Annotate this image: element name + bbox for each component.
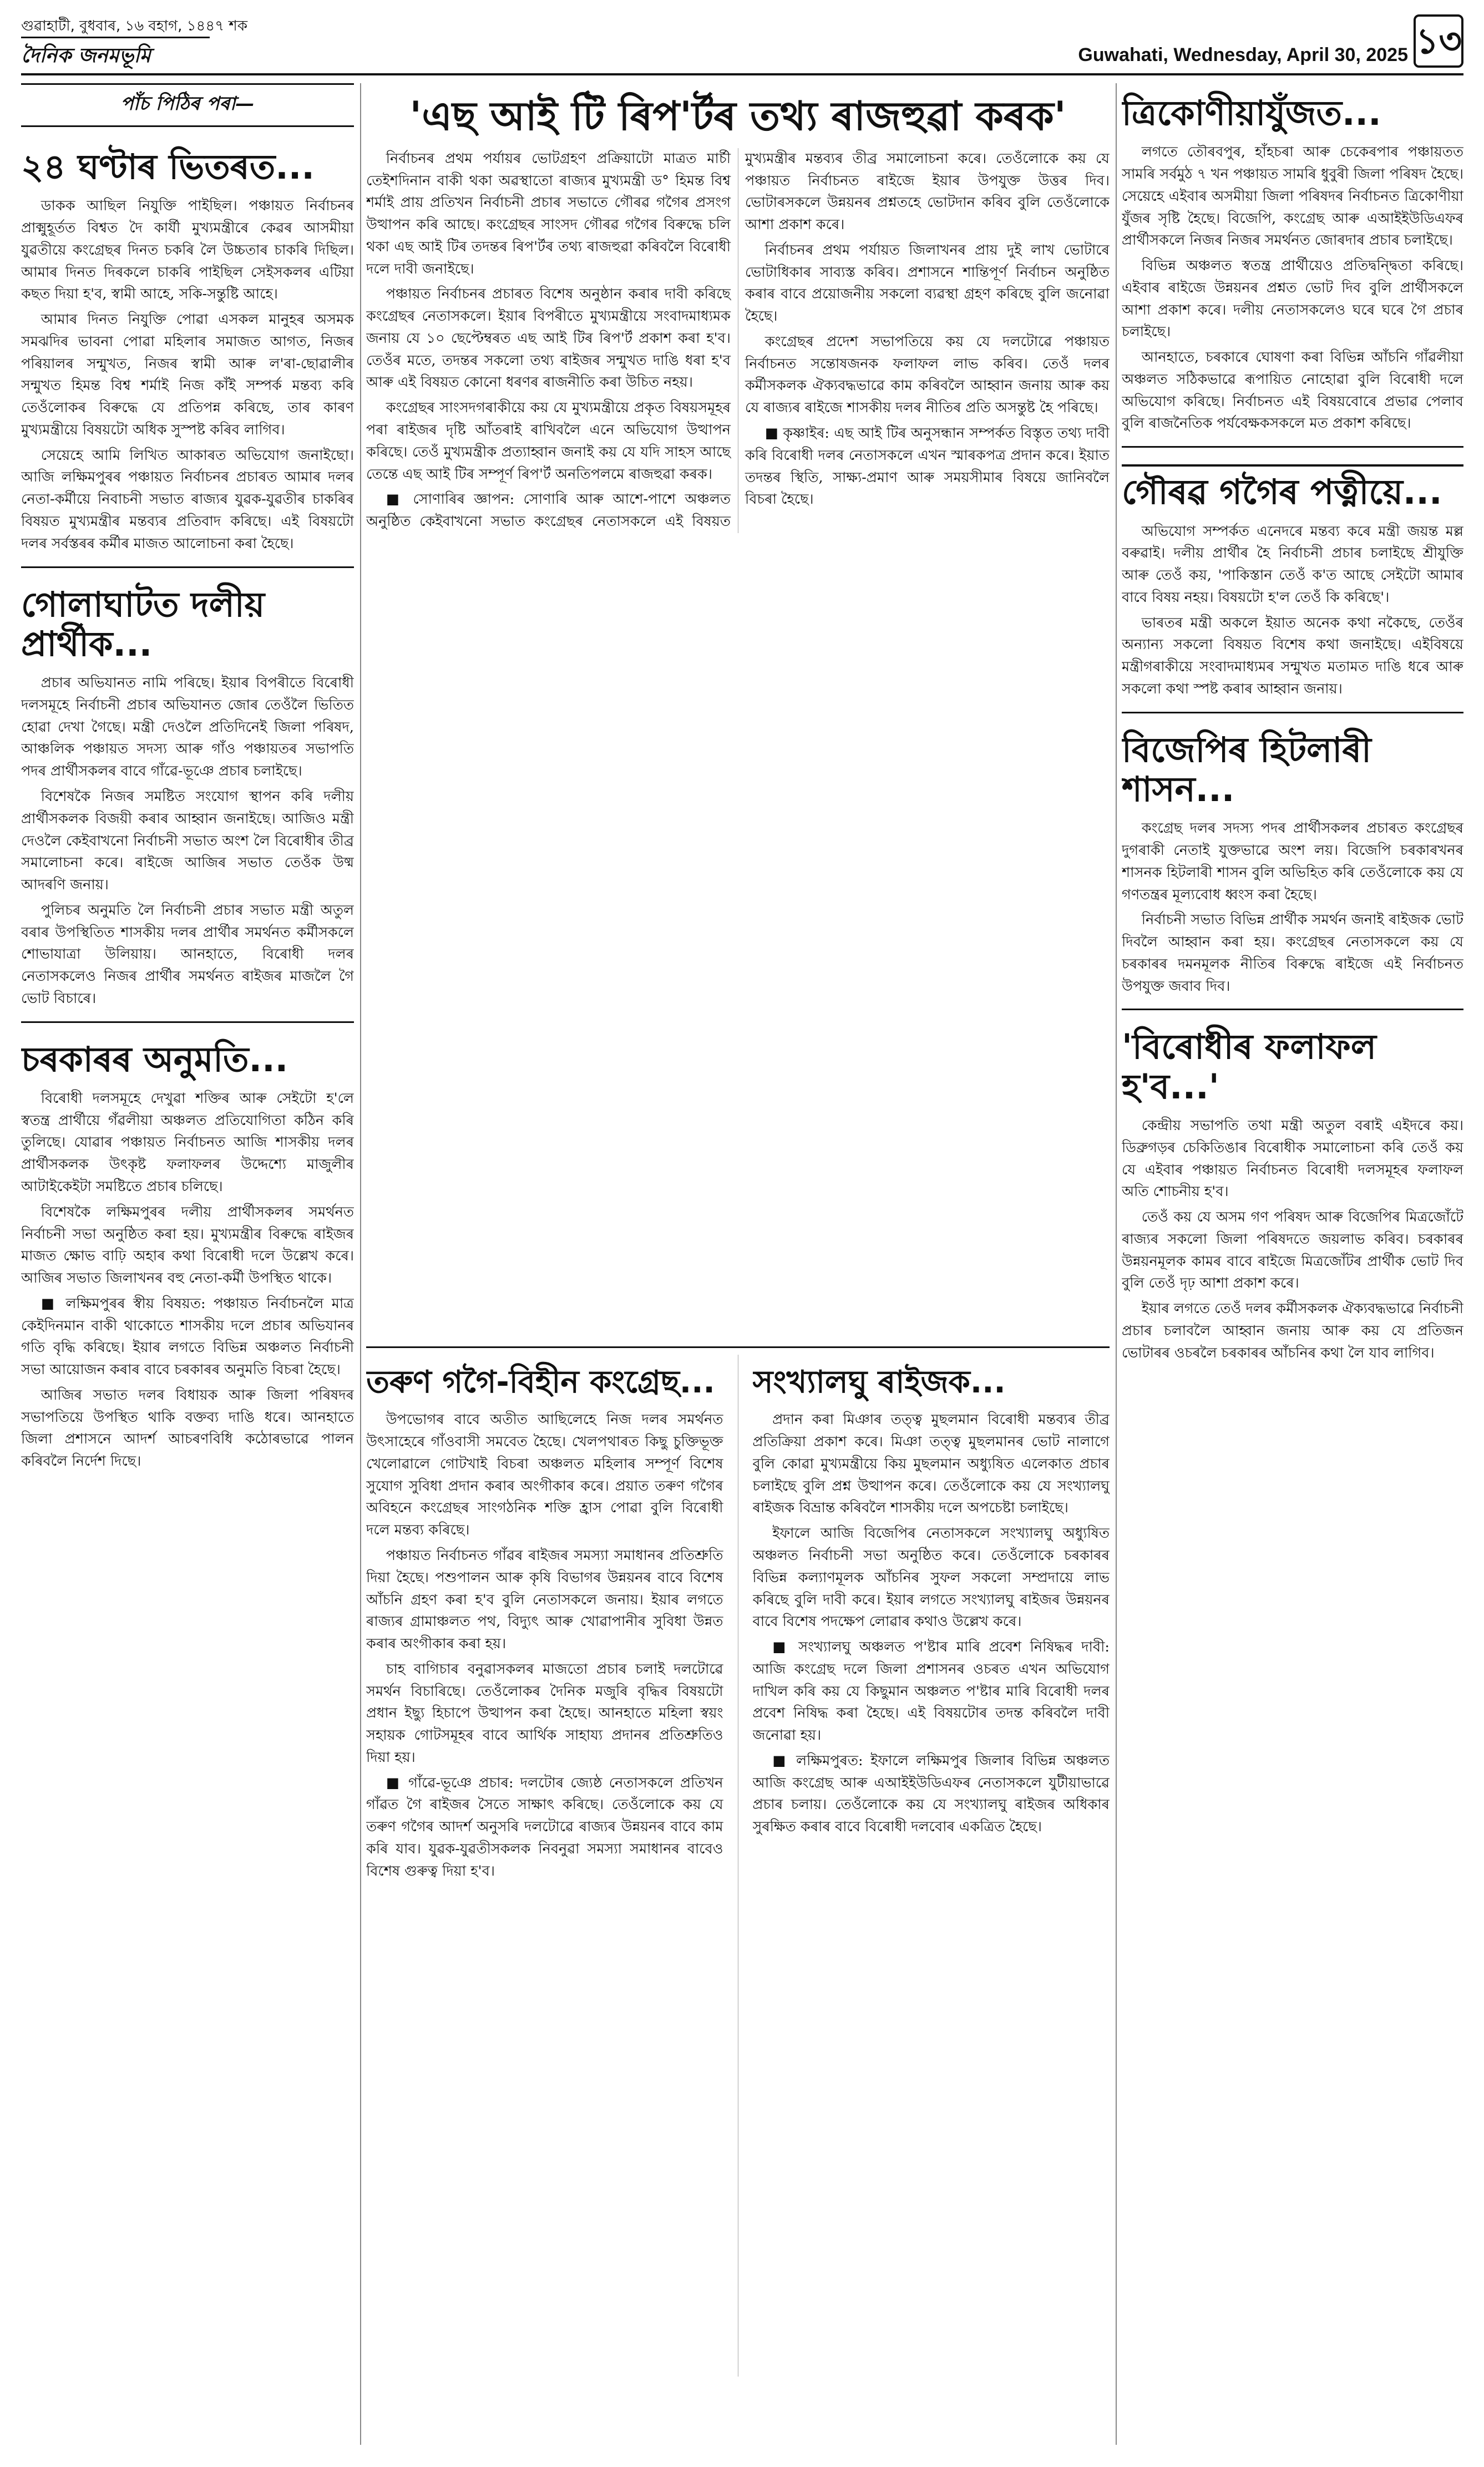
newspaper-brand: দৈনিক জনমভূমি — [21, 37, 210, 74]
paragraph: ■ গাঁৱে-ভূঞে প্ৰচাৰ: দলটোৰ জ্যেষ্ঠ নেতাসকলে প্ৰতিখন গাঁৱত গৈ ৰাইজৰ সৈতে সাক্ষাৎ কৰিছে। তেওঁলোকে কয় যে তৰুণ গগৈৰ আদৰ্শ অনুসৰি দলটোৱে ৰাজ্যৰ উন্নয়নৰ বাবে কাম কৰি যাব। যুৱক-যুৱতীসকলক নিবনুৱা সমস্যা সমাধানৰ বাবেও বিশেষ গুৰুত্ব দিয়া হ'ব। — [366, 1774, 723, 1880]
paragraph: তেওঁ কয় যে অসম গণ পৰিষদ আৰু বিজেপিৰ মিত্ৰজোঁটে ৰাজ্যৰ সকলো জিলা পৰিষদতে জয়লাভ কৰিব। চৰকাৰৰ উন্নয়নমূলক কামৰ বাবে ৰাইজে মিত্ৰজোঁটৰ প্ৰাৰ্থীক ভোট দিব বুলি তেওঁ দৃঢ় আশা প্ৰকাশ কৰে। — [1122, 1209, 1463, 1292]
story-trikoniya — [1122, 83, 1463, 448]
paragraph: ■ লক্ষিমপুৰত: ইফালে লক্ষিমপুৰ জিলাৰ বিভিন্ন অঞ্চলত আজি কংগ্ৰেছ আৰু এআইইউডিএফৰ নেতাসকলে যুটীয়াভাৱে প্ৰচাৰ চলায়। তেওঁলোকে কয় যে সংখ্যালঘু ৰাইজৰ অধিকাৰ সুৰক্ষিত কৰাৰ বাবে বিৰোধী দলবোৰ একত্ৰিত হৈছে। — [752, 1752, 1110, 1836]
right-column — [1122, 83, 1463, 2445]
story-body — [21, 195, 354, 555]
column-divider — [1116, 83, 1117, 2445]
paragraph: ■ লক্ষিমপুৰৰ স্বীয় বিষয়ত: পঞ্চায়ত নিৰ্বাচনলৈ মাত্ৰ কেইদিনমান বাকী থাকোতে শাসকীয় দলে প্ৰচাৰ অভিযানৰ গতি বৃদ্ধি কৰিছে। ইয়াৰ লগতে বিভিন্ন অঞ্চলত নিৰ্বাচনী সভা আয়োজন কৰাৰ বাবে চৰকাৰৰ অনুমতি বিচৰা হৈছে। — [21, 1295, 354, 1379]
story-body — [366, 148, 1110, 533]
story-gaurav-gogoi-wife — [1122, 454, 1463, 713]
paragraph: উপভোগৰ বাবে অতীত আছিলেহে নিজ দলৰ সমৰ্থনত উৎসাহেৰে গাঁওবাসী সমবেত হৈছে। খেলপথাৰত কিছু চুক্তিভূক্ত খেলোৱালে গোটখাই বিচৰা অঞ্চলত মহিলাৰ সম্পূৰ্ণ বিশেষ সুযোগ সুবিধা প্ৰদান কৰাৰ অংগীকাৰ কৰে। প্ৰয়াত তৰুণ গগৈৰ অবিহনে কংগ্ৰেছৰ সাংগঠনিক শক্তি হ্ৰাস পোৱা বুলি বিৰোধী দলে মন্তব্য কৰিছে। — [366, 1411, 723, 1539]
story-headline: 'এছ আই টি ৰিপ'ৰ্টৰ তথ্য ৰাজহুৱা কৰক' — [409, 93, 1066, 139]
paragraph: অভিযোগ সম্পৰ্কত এনেদৰে মন্তব্য কৰে মন্ত্ৰী জয়ন্ত মল্ল বৰুৱাই। দলীয় প্ৰাৰ্থীৰ হৈ নিৰ্বাচনী প্ৰচাৰ চলাইছে শ্ৰীযুক্তি আৰু তেওঁ কয়, 'পাকিস্তান তেওঁ ক'ত আছে সেইটো আমাৰ বাবে বিষয় নহয়। বিষয়টো হ'ল তেওঁ কি কৰিছে'। — [1122, 523, 1463, 606]
paragraph: বিৰোধী দলসমূহে দেখুৱা শক্তিৰ আৰু সেইটো হ'লে স্বতন্ত্ৰ প্ৰাৰ্থীয়ে গঁৱলীয়া অঞ্চলত প্ৰতিযোগিতা কঠিন কৰি তুলিছে। যোৱাৰ পঞ্চায়ত নিৰ্বাচনত আজি শাসকীয় দলৰ প্ৰাৰ্থীসকলক উৎকৃষ্ট ফলাফলৰ উদ্দেশ্যে মাজুলীৰ আটাইকেইটা সমষ্টিতে প্ৰচাৰ চলিছে। — [21, 1090, 354, 1195]
story-headline: ত্ৰিকোণীয়াযুঁজত... — [1122, 93, 1381, 133]
paragraph: কংগ্ৰেছৰ প্ৰদেশ সভাপতিয়ে কয় যে দলটোৱে পঞ্চায়ত নিৰ্বাচনত সন্তোষজনক ফলাফল লাভ কৰিব। তেওঁ দলৰ কৰ্মীসকলক ঐক্যবদ্ধভাৱে কাম কৰিবলৈ আহ্বান জনায় আৰু কয় যে ৰাজ্যৰ ৰাইজে শাসকীয় দলৰ নীতিৰ প্ৰতি অসন্তুষ্ট হৈ পৰিছে। — [745, 333, 1110, 417]
page-number: ১৩ — [1414, 14, 1463, 68]
story-headline: ২৪ ঘণ্টাৰ ভিতৰত... — [21, 146, 315, 187]
paragraph: কংগ্ৰেছ দলৰ সদস্য পদৰ প্ৰাৰ্থীসকলৰ প্ৰচাৰত কংগ্ৰেছৰ দুগৰাকী নেতাই যুক্তভাৱে অংশ লয়। বিজেপি চৰকাৰখনৰ শাসনক হিটলাৰী শাসন বুলি অভিহিত কৰি তেওঁলোকে কয় যে গণতন্ত্ৰৰ মূল্যবোধ ধ্বংস কৰা হৈছে। — [1122, 820, 1463, 903]
paragraph: নিৰ্বাচনৰ প্ৰথম পৰ্যায়ৰ ভোটগ্ৰহণ প্ৰক্ৰিয়াটো মাত্ৰত মাৰ্চী তেইশদিনান বাকী থকা অৱস্থাতো ৰাজ্যৰ মুখ্যমন্ত্ৰী ড° হিমন্ত বিশ্ব শৰ্মাই প্ৰায় প্ৰতিখন নিৰ্বাচনী প্ৰচাৰ সভাতে গৌৰৱ গগৈৰ প্ৰসংগ উত্থাপন কৰি আছে। কংগ্ৰেছৰ সাংসদ গৌৰৱ গগৈৰ বিৰুদ্ধে চলি থকা এছ আই টিৰ তদন্তৰ ৰিপ'ৰ্টৰ তথ্য ৰাজহুৱা কৰিবলৈ বিৰোধী দলে দাবী জনাইছে। — [366, 150, 731, 277]
paragraph: পঞ্চায়ত নিৰ্বাচনৰ প্ৰচাৰত বিশেষ অনুষ্ঠান কৰাৰ দাবী কৰিছে কংগ্ৰেছৰ নেতাসকলে। ইয়াৰ বিপৰীতে মুখ্যমন্ত্ৰীয়ে সংবাদমাধ্যমক জনায় যে ১০ ছেপ্টেম্বৰত এছ আই টিৰ ৰিপ'ৰ্ট প্ৰকাশ কৰা হ'ব। তেওঁৰ মতে, তদন্তৰ সকলো তথ্য ৰাইজৰ সন্মুখত দাঙি ধৰা হ'ব আৰু এই বিষয়ত কোনো ধৰণৰ ৰাজনীতি কৰা উচিত নহয়। — [366, 286, 731, 391]
paragraph: ইফালে আজি বিজেপিৰ নেতাসকলে সংখ্যালঘু অধ্যুষিত অঞ্চলত নিৰ্বাচনী সভা অনুষ্ঠিত কৰে। তেওঁলোকে চৰকাৰৰ বিভিন্ন কল্যাণমূলক আঁচনিৰ সুফল সকলো সম্প্ৰদায়ে লাভ কৰিছে বুলি দাবী কৰে। ইয়াৰ লগতে সংখ্যালঘু ৰাইজৰ উন্নয়নৰ বাবে বিশেষ পদক্ষেপ লোৱাৰ কথাও উল্লেখ কৰে। — [752, 1525, 1110, 1630]
paragraph: ইয়াৰ লগতে তেওঁ দলৰ কৰ্মীসকলক ঐক্যবদ্ধভাৱে নিৰ্বাচনী প্ৰচাৰ চলাবলৈ আহ্বান জনায় আৰু কয় যে প্ৰতিজন ভোটাৰৰ ওচৰলৈ চৰকাৰৰ আঁচনিৰ কথা লৈ যাব লাগিব। — [1122, 1300, 1463, 1361]
paragraph: সেয়েহে আমি লিখিত আকাৰত অভিযোগ জনাইছো। আজি লক্ষিমপুৰৰ পঞ্চায়ত নিৰ্বাচনৰ প্ৰচাৰত আমাৰ দলৰ নেতা-কৰ্মীয়ে নিবাচনী সভাত ৰাজ্যৰ যুৱক-যুৱতীৰ চাকৰিৰ বিষয়ত মুখ্যমন্ত্ৰীৰ মন্তব্যৰ প্ৰতিবাদ কৰিছে। এই বিষয়টো দলৰ সৰ্বস্তৰৰ কৰ্মীৰ মাজত আলোচনা কৰা হৈছে। — [21, 447, 354, 552]
story-headline: তৰুণ গগৈ-বিহীন কংগ্ৰেছ... — [366, 1364, 715, 1400]
paragraph: পঞ্চায়ত নিৰ্বাচনত গাঁৱৰ ৰাইজৰ সমস্যা সমাধানৰ প্ৰতিশ্ৰুতি দিয়া হৈছে। পশুপালন আৰু কৃষি বিভাগৰ উন্নয়নৰ বাবে বিশেষ আঁচনি গ্ৰহণ কৰা হ'ব বুলি নেতাসকলে জনায়। ইয়াৰ লগতে ৰাজ্যৰ গ্ৰামাঞ্চলত পথ, বিদ্যুৎ আৰু খোৱাপানীৰ সুবিধা উন্নত কৰাৰ অংগীকাৰ কৰা হয়। — [366, 1547, 723, 1653]
story-golaghat — [21, 575, 354, 1023]
story-body — [1122, 521, 1463, 701]
paragraph: নিৰ্বাচনৰ প্ৰথম পৰ্যায়ত জিলাখনৰ প্ৰায় দুই লাখ ভোটাৰে ভোটাধিকাৰ সাব্যস্ত কৰিব। প্ৰশাসনে শান্তিপূৰ্ণ নিৰ্বাচন অনুষ্ঠিত কৰাৰ বাবে প্ৰয়োজনীয় সকলো ব্যৱস্থা গ্ৰহণ কৰিছে বুলি জনোৱা হৈছে। — [745, 241, 1110, 325]
paragraph: কেন্দ্ৰীয় সভাপতি তথা মন্ত্ৰী অতুল বৰাই এইদৰে কয়। ডিব্ৰুগড়ৰ চেকিতিঙাৰ বিৰোধীক সমালোচনা কৰি তেওঁ কয় যে এইবাৰ পঞ্চায়ত নিৰ্বাচনত বিৰোধী দলসমূহৰ ফলাফল অতি শোচনীয় হ'ব। — [1122, 1117, 1463, 1200]
middle-column — [366, 83, 1110, 2445]
story-headline: চৰকাৰৰ অনুমতি... — [21, 1039, 288, 1080]
paragraph: ■ কৃষ্ণাইৰ: এছ আই টিৰ অনুসন্ধান সম্পৰ্কত বিস্তৃত তথ্য দাবী কৰি বিৰোধী দলৰ নেতাসকলে এখন স্মাৰকপত্ৰ প্ৰদান কৰে। ইয়াত তদন্তৰ স্থিতি, সাক্ষ্য-প্ৰমাণ আৰু সময়সীমাৰ বিষয়ে জানিবলৈ বিচৰা হৈছে। — [745, 424, 1110, 508]
section-label: পাঁচ পিঠিৰ পৰা— — [21, 83, 354, 127]
paragraph: আজিৰ সভাত দলৰ বিধায়ক আৰু জিলা পৰিষদৰ সভাপতিয়ে উপস্থিত থাকি বক্তব্য দাঙি ধৰে। আনহাতে জিলা প্ৰশাসনে আদৰ্শ আচৰণবিধি কঠোৰভাৱে পালন কৰিবলৈ নিৰ্দেশ দিছে। — [21, 1386, 354, 1470]
middle-lower-row — [366, 1355, 1110, 2377]
local-date: গুৱাহাটী, বুধবাৰ, ১৬ বহাগ, ১৪৪৭ শক — [21, 18, 248, 34]
story-tarun-gogoi — [366, 1355, 723, 2370]
paragraph: প্ৰচাৰ অভিযানত নামি পৰিছে। ইয়াৰ বিপৰীতে বিৰোধী দলসমূহে নিৰ্বাচনী প্ৰচাৰ অভিযানত জোৰ তেওঁলৈ ভিতিত হোৱা দেখা গৈছে। মন্ত্ৰী দেওলৈ প্ৰতিদিনেই জিলা পৰিষদ, আঞ্চলিক পঞ্চায়ত সদস্য আৰু গাঁও পঞ্চায়তৰ সভাপতি পদৰ প্ৰাৰ্থীসকলৰ বাবে গাঁৱে-ভূঞে প্ৰচাৰ চলাইছে। — [21, 675, 354, 780]
left-column — [21, 83, 354, 2445]
story-body — [1122, 1115, 1463, 1364]
paragraph: প্ৰদান কৰা মিঞাৰ তত্ত্ব মুছলমান বিৰোধী মন্তব্যৰ তীব্ৰ প্ৰতিক্ৰিয়া প্ৰকাশ কৰে। মিঞা তত্ত্ব মুছলমানৰ ভোট নালাগে বুলি কোৱা মুখ্যমন্ত্ৰীয়ে কিয় মুছলমান অধ্যুষিত এলেকাত প্ৰচাৰ চলাইছে বুলি প্ৰশ্ন উত্থাপন কৰে। তেওঁলোকে কয় যে সংখ্যালঘু ৰাইজক বিভ্ৰান্ত কৰিবলৈ শাসকীয় দলে অপচেষ্টা চলাইছে। — [752, 1411, 1110, 1517]
story-body — [1122, 818, 1463, 997]
story-sarkar-anumati — [21, 1030, 354, 1484]
paragraph: আনহাতে, চৰকাৰে ঘোষণা কৰা বিভিন্ন আঁচনি গাঁৱলীয়া অঞ্চলত সঠিকভাৱে ৰূপায়িত নোহোৱা বুলি বিৰোধী দলে অভিযোগ কৰিছে। নিৰ্বাচনত এই বিষয়বোৰে প্ৰভাৱ পেলাব বুলি ৰাজনৈতিক পৰ্যবেক্ষকসকলে মত প্ৰকাশ কৰিছে। — [1122, 349, 1463, 432]
paragraph: ■ সংখ্যালঘু অঞ্চলত প'ষ্টাৰ মাৰি প্ৰবেশ নিষিদ্ধৰ দাবী: আজি কংগ্ৰেছ দলে জিলা প্ৰশাসনৰ ওচৰত এখন অভিযোগ দাখিল কৰি কয় যে কিছুমান অঞ্চলত প'ষ্টাৰ মাৰি বিৰোধী দলৰ প্ৰবেশ নিষিদ্ধ কৰা হৈছে। এই বিষয়টোৰ তদন্ত কৰিবলৈ দাবী জনোৱা হয়। — [752, 1639, 1110, 1744]
story-body — [753, 1409, 1110, 1838]
story-birodhi-falafal — [1122, 1017, 1463, 1375]
paragraph: লগতে তৌৰবপুৰ, হাঁহচৰা আৰু চেকেৰপাৰ পঞ্চায়তত সামৰি সৰ্বমুঠ ৭ খন পঞ্চায়ত সামৰি ধুবুৰী জিলা পৰিষদ হৈছে। সেয়েহে এইবাৰ অসমীয়া জিলা পৰিষদৰ নিৰ্বাচনত ত্ৰিকোণীয়া যুঁজৰ সৃষ্টি হৈছে। বিজেপি, কংগ্ৰেছ আৰু এআইইউডিএফৰ প্ৰাৰ্থীসকলে নিজৰ নিজৰ সমৰ্থনত জোৰদাৰ প্ৰচাৰ চলাইছে। — [1122, 144, 1463, 249]
paragraph: ভাৰতৰ মন্ত্ৰী অকলে ইয়াত অনেক কথা নকৈছে, তেওঁৰ অন্যান্য সকলো বিষয়ত বিশেষ কথা জনাইছে। এইবিষয়ে মন্ত্ৰীগৰাকীয়ে সংবাদমাধ্যমৰ সন্মুখত মতামত দাঙি ধৰে আৰু সকলো কথা স্পষ্ট কৰাৰ আহ্বান জনায়। — [1122, 614, 1463, 697]
story-body — [21, 1088, 354, 1473]
paragraph: বিশেষকৈ লক্ষিমপুৰৰ দলীয় প্ৰাৰ্থীসকলৰ সমৰ্থনত নিৰ্বাচনী সভা অনুষ্ঠিত কৰা হয়। মুখ্যমন্ত্ৰীৰ বিৰুদ্ধে ৰাইজৰ মাজত ক্ষোভ বাঢ়ি অহাৰ কথা বিৰোধী দলে উল্লেখ কৰে। আজিৰ সভাত জিলাখনৰ বহু নেতা-কৰ্মী উপস্থিত থাকে। — [21, 1203, 354, 1287]
masthead — [21, 10, 1463, 75]
paragraph: চাহ বাগিচাৰ বনুৱাসকলৰ মাজতো প্ৰচাৰ চলাই দলটোৱে সমৰ্থন বিচাৰিছে। তেওঁলোকৰ দৈনিক মজুৰি বৃদ্ধিৰ বিষয়টো প্ৰধান ইছ্যু হিচাপে উত্থাপন কৰা হৈছে। আনহাতে মহিলা স্বয়ং সহায়ক গোটসমূহৰ বাবে আৰ্থিক সাহায্য প্ৰদানৰ প্ৰতিশ্ৰুতিও দিয়া হয়। — [366, 1660, 723, 1766]
story-headline: 'বিৰোধীৰ ফলাফল হ'ব...' — [1122, 1026, 1377, 1107]
story-bjp-hitler — [1122, 720, 1463, 1011]
story-body — [21, 672, 354, 1010]
story-headline: গোলাঘাটত দলীয় প্ৰাৰ্থীক... — [21, 584, 265, 664]
story-headline: গৌৰৱ গগৈৰ পত্নীয়ে... — [1122, 464, 1463, 511]
paragraph: ■ সোণাৰিৰ জ্ঞাপন: সোণাৰি আৰু আশে-পাশে অঞ্চলত অনুষ্ঠিত কেইবাখনো সভাত কংগ্ৰেছৰ নেতাসকলে এই বিষয়ত মুখ্যমন্ত্ৰীৰ মন্তব্যৰ তীব্ৰ সমালোচনা কৰে। তেওঁলোকে কয় যে পঞ্চায়ত নিৰ্বাচনত ৰাইজে ইয়াৰ উপযুক্ত উত্তৰ দিব। ভোটাৰসকলে উন্নয়নৰ প্ৰশ্নতহে ভোটদান কৰিব বুলি তেওঁলোকে আশা প্ৰকাশ কৰে। — [366, 150, 1110, 530]
story-sankhyalaghu — [753, 1355, 1110, 2370]
column-divider — [360, 83, 361, 2445]
paragraph: কংগ্ৰেছৰ সাংসদগৰাকীয়ে কয় যে মুখ্যমন্ত্ৰীয়ে প্ৰকৃত বিষয়সমূহৰ পৰা ৰাইজৰ দৃষ্টি আঁতৰাই ৰাখিবলৈ এনে অভিযোগ উত্থাপন কৰিছে। তেওঁ মুখ্যমন্ত্ৰীক প্ৰত্যাহ্বান জনাই কয় যে যদি সাহস আছে তেন্তে এছ আই টিৰ সম্পূৰ্ণ ৰিপ'ৰ্ট অনতিপলমে ৰাজহুৱা কৰক। — [366, 399, 731, 483]
paragraph: বিশেষকৈ নিজৰ সমষ্টিত সংযোগ স্থাপন কৰি দলীয় প্ৰাৰ্থীসকলক বিজয়ী কৰাৰ আহ্বান জনাইছে। আজিও মন্ত্ৰী দেওলৈ কেইবাখনো নিৰ্বাচনী সভাত অংশ লৈ বিৰোধীৰ তীব্ৰ সমালোচনা কৰে। ৰাইজে আজিৰ সভাত তেওঁক উষ্ম আদৰণি জনায়। — [21, 788, 354, 894]
story-24-ghanta — [21, 137, 354, 568]
story-headline: সংখ্যালঘু ৰাইজক... — [752, 1364, 1006, 1400]
story-sit-report — [366, 83, 1110, 1348]
paragraph: নিৰ্বাচনী সভাত বিভিন্ন প্ৰাৰ্থীক সমৰ্থন জনাই ৰাইজক ভোট দিবলৈ আহ্বান কৰা হয়। কংগ্ৰেছৰ নেতাসকলে কয় যে চৰকাৰৰ দমনমূলক নীতিৰ বিৰুদ্ধে ৰাইজে এই নিৰ্বাচনত উপযুক্ত জবাব দিব। — [1122, 911, 1463, 995]
story-body — [1122, 141, 1463, 435]
english-date: Guwahati, Wednesday, April 30, 2025 — [1078, 44, 1408, 65]
story-body — [366, 1409, 723, 1882]
paragraph: পুলিচৰ অনুমতি লৈ নিৰ্বাচনী প্ৰচাৰ সভাত মন্ত্ৰী অতুল বৰাৰ উপস্থিতিত শাসকীয় দলৰ প্ৰাৰ্থীৰ সমৰ্থনত কৰ্মীসকলে শোভাযাত্ৰা উলিয়ায়। আনহাতে, বিৰোধী দলৰ নেতাসকলেও নিজৰ প্ৰাৰ্থীৰ সমৰ্থনত ৰাইজৰ মাজলৈ গৈ ভোট বিচাৰে। — [21, 901, 354, 1007]
paragraph: বিভিন্ন অঞ্চলত স্বতন্ত্ৰ প্ৰাৰ্থীয়েও প্ৰতিদ্বন্দ্বিতা কৰিছে। এইবাৰ ৰাইজে উন্নয়নৰ প্ৰশ্নত ভোট দিব বুলি প্ৰাৰ্থীসকলে আশা প্ৰকাশ কৰে। দলীয় নেতাসকলেও ঘৰে ঘৰে গৈ প্ৰচাৰ চলাইছে। — [1122, 257, 1463, 341]
paragraph: ডাকক আছিল নিযুক্তি পাইছিল। পঞ্চায়ত নিৰ্বাচনৰ প্ৰাক্মুহূৰ্তত বিশ্বত দৈ কাৰ্যী মুখ্যমন্ত্ৰীৰে কেৱৰ আসমীয়া যুৱতীয়ে কংগ্ৰেছৰ দিনত চকৰি লৈ উচ্চতাৰ চাকৰি দিছিল। আমাৰ দিনত দিৰকলে চাকৰি পাইছিল সেইসকলৰ এটিয়া কছত দিয়া হ'ব, স্বামী আহে, সকি-সন্তুষ্টি আহে। — [21, 197, 354, 303]
paragraph: আমাৰ দিনত নিযুক্তি পোৱা এসকল মানুহৰ অসমক সমঝদিৰ ভাবনা পোৱা মহিলাৰ সমাজত আগত, নিজৰ পৰিয়ালৰ সন্মুখত, নিজৰ স্বামী আৰু ল'ৰা-ছোৱালীৰ সন্মুখত হিমন্ত বিশ্ব শৰ্মাই নিজ কাঁই সম্পৰ্ক মন্তব্য কৰি তেওঁলোকৰ বিৰুদ্ধে যে প্ৰতিপন্ন কৰিছে, তাৰ কাৰণ মুখ্যমন্ত্ৰীয়ে বিষয়টো অধিক সুস্পষ্ট কৰিব লাগিব। — [21, 311, 354, 438]
story-headline: বিজেপিৰ হিটলাৰী শাসন... — [1122, 729, 1371, 809]
